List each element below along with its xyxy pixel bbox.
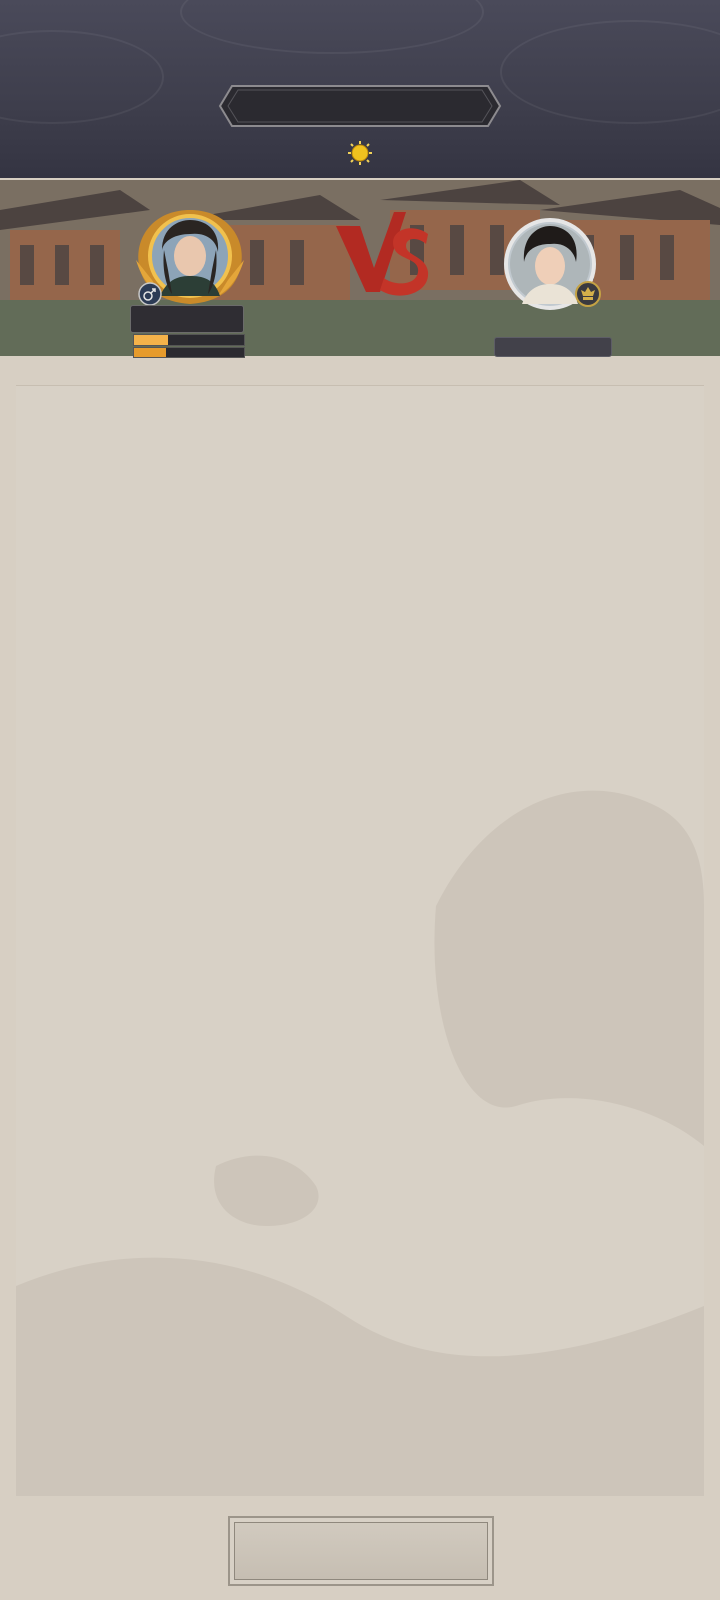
weather-display <box>0 140 720 171</box>
ink-painting-background <box>16 386 704 1496</box>
cloud-pattern <box>180 0 484 54</box>
player-name <box>130 305 244 333</box>
player-energy-bar <box>133 347 245 358</box>
cloud-pattern <box>0 30 164 124</box>
male-icon <box>138 282 162 306</box>
player-health-bar <box>133 334 245 346</box>
gold-emblem-icon <box>578 284 598 304</box>
vs-emblem <box>332 206 432 306</box>
opponent-health-bar <box>494 337 612 357</box>
location-plate <box>218 84 502 128</box>
header-bar <box>0 0 720 178</box>
cloud-pattern <box>500 20 720 124</box>
sun-icon <box>347 140 373 171</box>
end-battle-button[interactable] <box>228 1516 494 1586</box>
player-health-fill <box>134 335 168 345</box>
player-energy-fill <box>134 348 166 357</box>
battle-log[interactable] <box>16 385 704 1496</box>
